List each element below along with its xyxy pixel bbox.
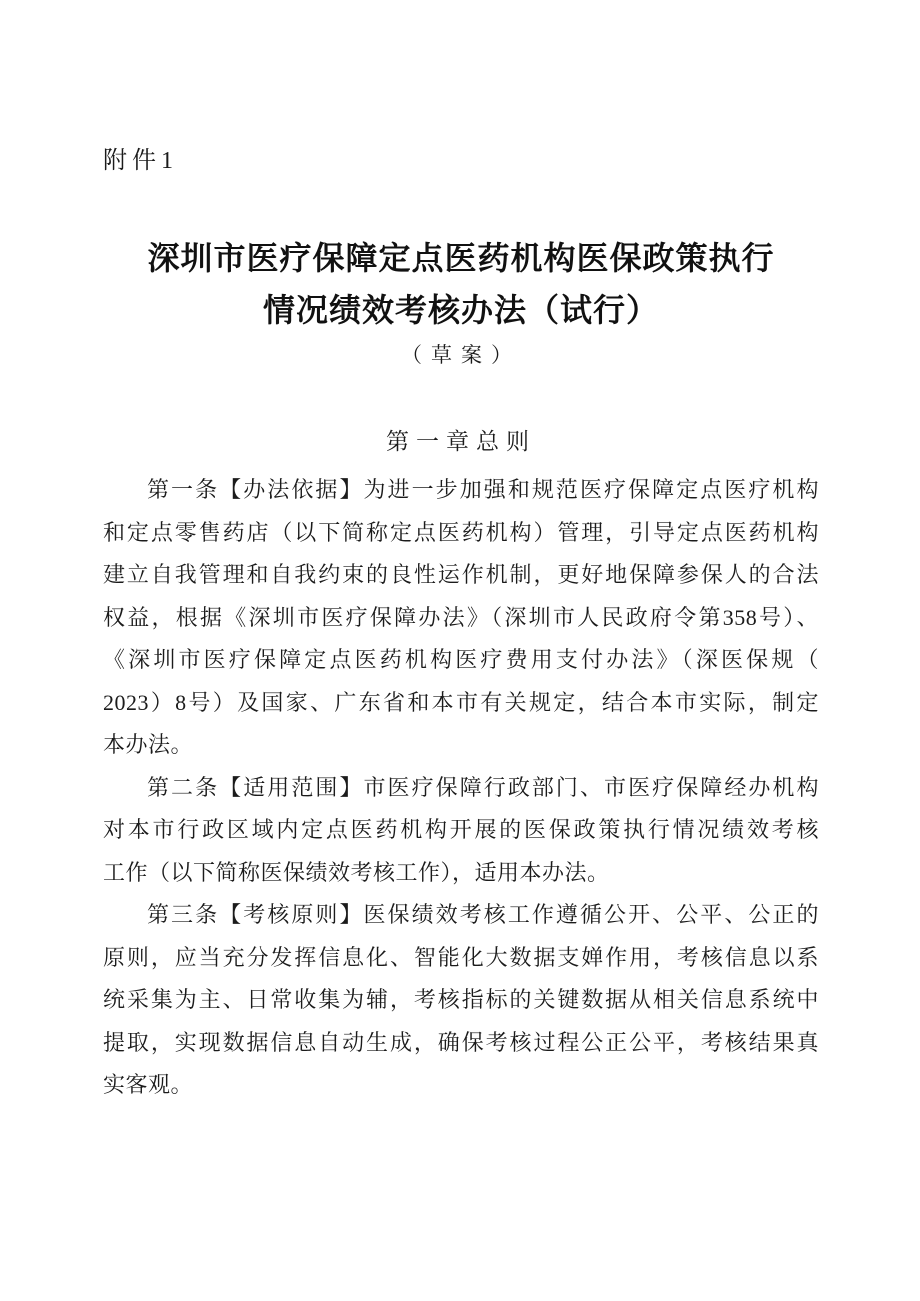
attachment-label: 附件1 xyxy=(103,148,178,174)
paragraph-article-3 xyxy=(103,894,819,1107)
document-line: 和定点零售药店（以下简称定点医药机构）管理，引导定点医药机构 xyxy=(103,519,819,545)
document-title-line-2: 情况绩效考核办法（试行） xyxy=(262,292,659,328)
document-body xyxy=(103,469,819,1107)
document-line: 提取，实现数据信息自动生成，确保考核过程公正公平，考核结果真 xyxy=(103,1029,819,1055)
document-line: 原则，应当充分发挥信息化、智能化大数据支婵作用，考核信息以系 xyxy=(103,944,819,970)
document-line: 权益，根据《深圳市医疗保障办法》（深圳市人民政府令第358号）、 xyxy=(103,604,819,630)
document-line: 建立自我管理和自我约束的良性运作机制，更好地保障参保人的合法 xyxy=(103,562,819,587)
document-line: 《深圳市医疗保障定点医药机构医疗费用支付办法》（深医保规（ xyxy=(103,647,819,672)
document-line: 工作（以下简称医保绩效考核工作），适用本办法。 xyxy=(103,859,610,885)
document-line: 2023）8号）及国家、广东省和本市有关规定，结合本市实际，制定 xyxy=(103,689,819,715)
document-line: 实客观。 xyxy=(103,1072,194,1097)
draft-label: （草案） xyxy=(401,343,521,367)
document-title-line-1: 深圳市医疗保障定点医药机构医保政策执行 xyxy=(147,240,775,276)
document-line: 第一条【办法依据】为进一步加强和规范医疗保障定点医疗机构 xyxy=(147,477,819,502)
document-line: 本办法。 xyxy=(103,732,194,757)
document-title xyxy=(103,232,819,336)
paragraph-article-1 xyxy=(103,469,819,767)
document-line: 第三条【考核原则】医保绩效考核工作遵循公开、公平、公正的 xyxy=(147,902,819,927)
document-line: 对本市行政区域内定点医药机构开展的医保政策执行情况绩效考核 xyxy=(103,817,819,842)
document-line: 统采集为主、日常收集为辅，考核指标的关键数据从相关信息系统中 xyxy=(103,987,819,1012)
document-line: 第二条【适用范围】市医疗保障行政部门、市医疗保障经办机构 xyxy=(147,774,819,800)
chapter-heading: 第一章总则 xyxy=(386,429,536,454)
paragraph-article-2 xyxy=(103,767,819,895)
